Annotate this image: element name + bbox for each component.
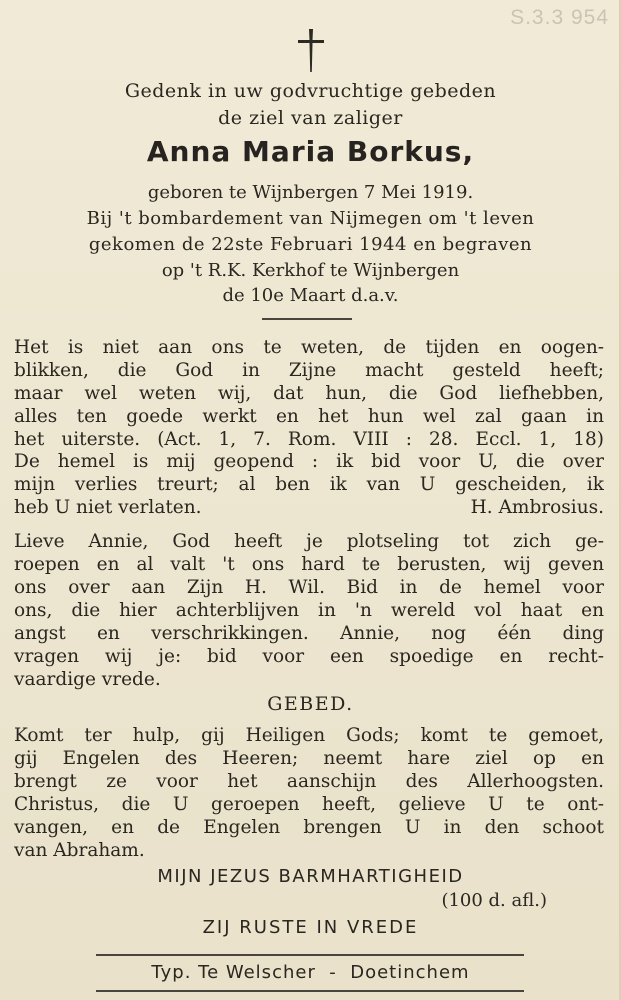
prayer-heading: GEBED. xyxy=(267,693,354,715)
detail-line: Bij 't bombardement van Nijmegen om 't leven xyxy=(86,208,535,229)
text-line: vaardige vrede. xyxy=(14,669,161,690)
text-line: mijn verlies treurt; al ben ik van U gescheiden, ik xyxy=(14,474,604,495)
text-line: roepen en al valt 't ons hard te berusten, wij geven xyxy=(14,554,604,575)
birth-line: geboren te Wijnbergen 7 Mei 1919. xyxy=(147,182,474,203)
text-line: vragen wij je: bid voor een spoedige en recht- xyxy=(14,646,604,667)
ambrosius-quote xyxy=(14,450,604,519)
text-line: heb U niet verlaten. xyxy=(14,497,202,518)
text-line: van Abraham. xyxy=(14,840,145,861)
text-line: ons, die hier achterblijven in 'n wereld vol haat en xyxy=(14,600,604,621)
rest-in-peace: ZIJ RUSTE IN VREDE xyxy=(202,917,419,938)
text-line: Christus, die U geroepen heeft, gelieve U te ont- xyxy=(14,794,604,815)
quote-last-line xyxy=(14,496,604,519)
intro-line: Gedenk in uw godvruchtige gebeden xyxy=(124,80,497,102)
text-line: ons over aan Zijn H. Wil. Bid in de hemel voor xyxy=(14,577,604,598)
intro-line-2: de ziel van zaliger xyxy=(218,107,403,129)
text-line: vangen, en de Engelen brengen U in den schoot xyxy=(14,817,604,838)
text-line: Het is niet aan ons te weten, de tijden en oogen- xyxy=(14,337,604,358)
divider-bottom xyxy=(96,954,524,956)
quote-attribution: H. Ambrosius. xyxy=(470,497,604,518)
text-line: brengt ze voor het aanschijn des Allerhoogsten. xyxy=(14,771,604,792)
text-line: De hemel is mij geopend : ik bid voor U, die over xyxy=(14,451,604,472)
printer-imprint: Typ. Te Welscher - Doetinchem xyxy=(151,962,470,983)
deceased-name: Anna Maria Borkus, xyxy=(146,135,475,168)
scripture-paragraph xyxy=(14,336,604,451)
prayer-text xyxy=(14,724,604,862)
text-line: alles ten goede werkt en het hun wel zal gaan in xyxy=(14,406,604,427)
text-line: het uiterste. (Act. 1, 7. Rom. VIII : 28. Eccl. 1, 18) xyxy=(14,429,604,450)
detail-line: gekomen de 22ste Februari 1944 en begraven xyxy=(88,234,533,255)
text-line: gij Engelen des Heeren; neemt hare ziel op en xyxy=(14,748,604,769)
detail-line: op 't R.K. Kerkhof te Wijnbergen xyxy=(161,260,460,281)
invocation: MIJN JEZUS BARMHARTIGHEID xyxy=(157,866,464,887)
text-line: Komt ter hulp, gij Heiligen Gods; komt te gemoet, xyxy=(14,725,604,746)
text-line: maar wel weten wij, dat hun, die God liefhebben, xyxy=(14,383,604,404)
text-line: blikken, die God in Zijne macht gesteld heeft; xyxy=(14,360,604,381)
text-line: Lieve Annie, God heeft je plotseling tot zich ge- xyxy=(14,531,604,552)
family-message xyxy=(14,530,604,691)
indulgence-note: (100 d. afl.) xyxy=(441,890,547,911)
printer-underline xyxy=(96,990,524,992)
divider-top xyxy=(262,318,352,320)
detail-line: de 10e Maart d.a.v. xyxy=(222,285,399,306)
cross-icon xyxy=(0,28,621,78)
archive-stamp: S.3.3 954 xyxy=(510,6,609,29)
text-line: angst en verschrikkingen. Annie, nog één ding xyxy=(14,623,604,644)
